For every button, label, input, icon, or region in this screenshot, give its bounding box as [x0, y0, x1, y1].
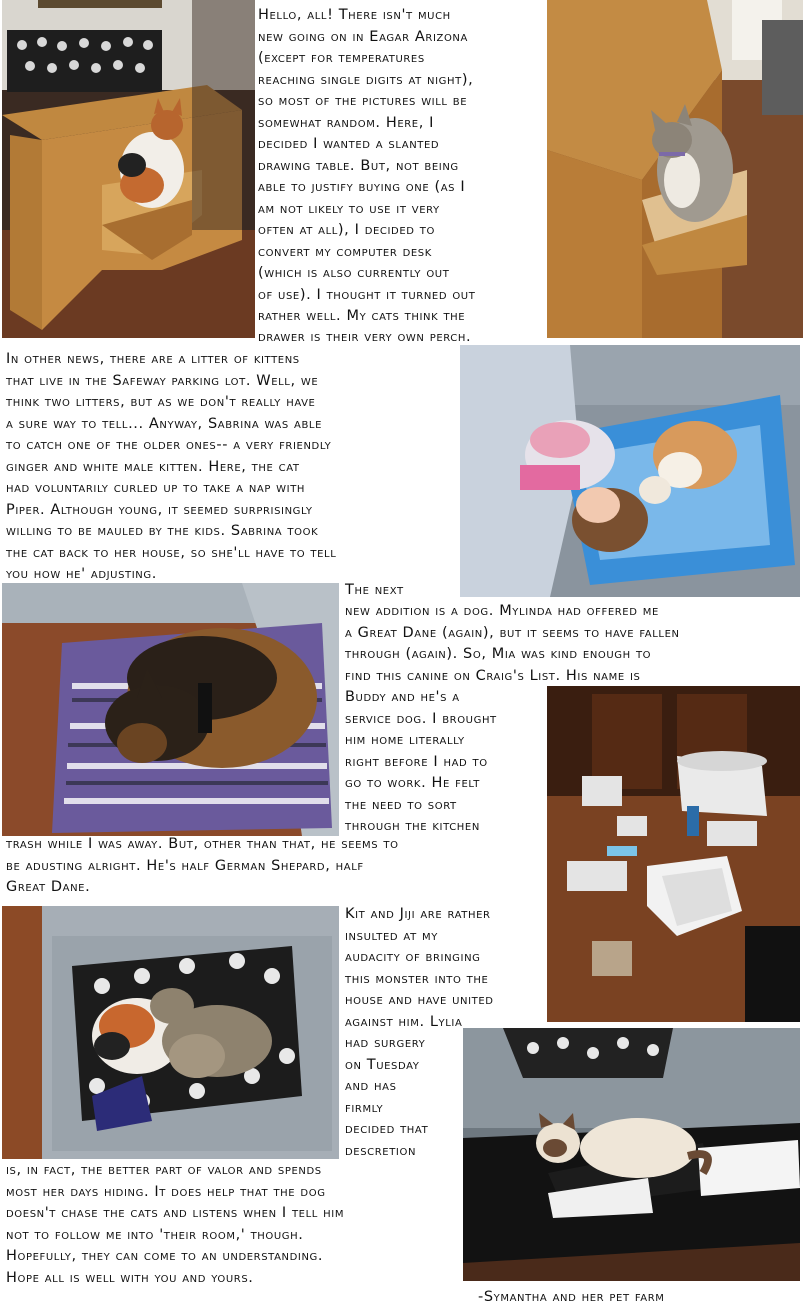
paragraph-dog-start: The next — [345, 582, 404, 598]
photo-tabby-cat-on-drawer — [547, 0, 803, 338]
photo-lylia-siamese-cat-on-table — [463, 1028, 800, 1281]
paragraph-kitten-end: you how he' adjusting. — [6, 566, 157, 582]
paragraph-dog-end: trash while I was away. But, other than that, he seems to be adusting alright. He's half German Shepard, half Great Dane. — [6, 836, 399, 895]
photo-kit-and-jiji-on-blanket — [2, 906, 339, 1159]
paragraph-cats-end: is, in fact, the better part of valor and spends most her days hiding. It does help that the dog doesn't chase the cats and listens when I tell him not to follow me into 'their room,' though. Hopefully, they can come to an understanding. Hope all is well with you and yours. — [6, 1162, 345, 1286]
photo-kitchen-trash-mess — [547, 686, 800, 1022]
paragraph-kitten: In other news, there are a litter of kittens that live in the Safeway parking lot. Well, we think two litters, but as we don't really have a sure way to tell... Anyway, Sabrina was able to catch one of the older ones-- a very friendly ginger and white male kitten. Here, the cat had voluntarily curled up to take a nap with Piper. Although young, it seemed surprisingly willing to be mauled by the kids. Sabrina took the cat back to her house, so she'll have to tell — [6, 351, 337, 561]
paragraph-cats: Kit and Jiji are rather insulted at my audacity of bringing this monster into the house and have united against him. Lylia — [345, 906, 494, 1030]
paragraph-dog-narrow: Buddy and he's a service dog. I brought him home literally right before I had to go to work. He felt the need to sort through the kitchen — [345, 689, 497, 834]
photo-buddy-dog-on-blanket — [2, 583, 339, 836]
signature: -Symantha and her pet farm — [478, 1289, 665, 1305]
paragraph-dog: new addition is a dog. Mylinda had offered me a Great Dane (again), but it seems to have fallen through (again). So, Mia was kind enough to find this canine on Craig's List. His name is — [345, 603, 680, 684]
paragraph-cats-narrow: had surgery on Tuesday and has firmly decided that descretion — [345, 1035, 429, 1159]
paragraph-intro: Hello, all! There isn't much new going on in Eagar Arizona (except for temperatures reaching single digits at night), so most of the pictures will be somewhat random. Here, I decided I wanted a slanted drawing table. But, not being able to justify buying one (as I am not likely to use it very often at all), I decided to convert my computer desk (which is also currently out of use). I thought it turned out rather well. My cats think the — [258, 7, 476, 324]
photo-calico-cat-in-desk-drawer — [2, 0, 255, 338]
photo-kitten-napping-with-piper — [460, 345, 800, 597]
paragraph-intro-end: drawer is their very own perch. — [258, 329, 472, 345]
